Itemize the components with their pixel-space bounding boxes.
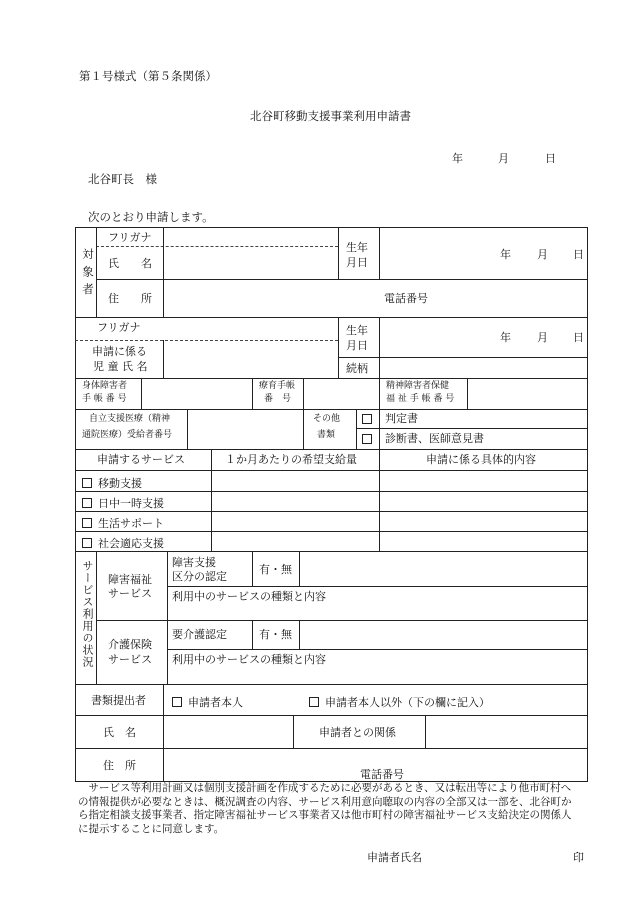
service-item-mobility[interactable]: 移動支援 — [82, 475, 142, 491]
usage-label: サービス利用の状況 — [81, 560, 94, 668]
welfare-service-label-1: 障害福祉 — [108, 573, 152, 586]
medical-cert-label-2: 通院医療）受給者番号 — [82, 430, 173, 440]
child-birth-year: 年 — [500, 331, 511, 344]
submitter-phone-label: 電話番号 — [360, 768, 404, 781]
service-item-social[interactable]: 社会適応支援 — [82, 535, 164, 551]
care-content-label: 利用中のサービスの種類と内容 — [172, 653, 326, 666]
subject-birth-label-2: 月日 — [346, 256, 368, 269]
subject-birth-month: 月 — [537, 248, 548, 261]
date-day-label: 日 — [545, 152, 556, 165]
other-docs-label-2: 書類 — [317, 430, 336, 440]
care-cert-label: 要介護認定 — [172, 628, 227, 641]
service-item-daytime[interactable]: 日中一時支援 — [82, 495, 164, 511]
submitter-other-option[interactable]: 申請者本人以外（下の欄に記入） — [309, 694, 490, 710]
seal-label: 印 — [573, 851, 584, 864]
physical-handbook-label-2: 手 帳 番 号 — [82, 394, 127, 404]
medical-cert-label-1: 自立支援医療（精神 — [89, 414, 171, 424]
service-col-header: 申請するサービス — [97, 453, 185, 466]
child-name-label-2: 児 童 氏 名 — [93, 360, 148, 373]
subject-label: 対象者 — [81, 248, 95, 301]
signer-label: 申請者氏名 — [367, 851, 422, 864]
page-title: 北谷町移動支援事業利用申請書 — [250, 109, 411, 123]
ryoiku-handbook-label-1: 療育手帳 — [259, 381, 296, 391]
care-service-label-1: 介護保険 — [108, 638, 152, 651]
intro-text: 次のとおり申請します。 — [88, 210, 214, 224]
welfare-cert-label-2: 区分の認定 — [172, 570, 227, 583]
welfare-cert-label-1: 障害支援 — [172, 556, 216, 569]
doc1-checkbox[interactable] — [362, 413, 378, 426]
doc2-label: 診断書、医師意見書 — [385, 432, 484, 445]
submitter-name-label: 氏 名 — [103, 726, 136, 739]
welfare-yesno[interactable]: 有・無 — [259, 563, 292, 576]
welfare-service-label-2: サービス — [108, 587, 152, 600]
child-birth-label-1: 生年 — [346, 324, 368, 337]
care-service-label-2: サービス — [108, 653, 152, 666]
ryoiku-handbook-label-2: 番 号 — [264, 394, 292, 404]
doc2-checkbox[interactable] — [362, 433, 378, 446]
service-item-life-support[interactable]: 生活サポート — [82, 515, 164, 531]
welfare-content-label: 利用中のサービスの種類と内容 — [172, 590, 326, 603]
care-yesno[interactable]: 有・無 — [259, 628, 292, 641]
submitter-other-checkbox[interactable] — [309, 697, 319, 707]
child-birth-day: 日 — [573, 331, 584, 344]
subject-name-label: 氏 名 — [108, 257, 152, 270]
submitter-self-checkbox[interactable] — [172, 697, 182, 707]
child-relation-label: 続柄 — [346, 362, 368, 375]
date-month-label: 月 — [498, 152, 509, 165]
subject-furigana-label: フリガナ — [108, 231, 152, 244]
physical-handbook-label-1: 身体障害者 — [82, 381, 128, 391]
child-name-label-1: 申請に係る — [92, 345, 147, 358]
mental-handbook-label-2: 福 祉 手 帳 番 号 — [386, 394, 455, 404]
submitter-relation-label: 申請者との関係 — [319, 726, 396, 739]
doc1-label: 判定書 — [385, 412, 418, 425]
subject-birth-label-1: 生年 — [346, 241, 368, 254]
subject-address-label: 住 所 — [108, 292, 152, 305]
submitter-address-label: 住 所 — [103, 759, 136, 772]
submitter-label: 書類提出者 — [91, 694, 146, 707]
other-docs-label-1: その他 — [313, 414, 341, 424]
date-year-label: 年 — [452, 152, 463, 165]
detail-col-header: 申請に係る具体的内容 — [426, 453, 536, 466]
life-support-checkbox[interactable] — [82, 518, 92, 528]
mobility-checkbox[interactable] — [82, 478, 92, 488]
social-checkbox[interactable] — [82, 538, 92, 548]
daytime-checkbox[interactable] — [82, 498, 92, 508]
mental-handbook-label-1: 精神障害者保健 — [386, 381, 450, 391]
amount-col-header: １か月あたりの希望支給量 — [225, 453, 357, 466]
subject-phone-label: 電話番号 — [384, 292, 428, 305]
child-birth-month: 月 — [537, 331, 548, 344]
consent-text: サービス等利用計画又は個別支援計画を作成するために必要があるとき、又は転出等により他市町村への情報提供が必要なときは、概況調査の内容、サービス利用意向聴取の内容の全部又は一部を、北谷町から指定相談支援事業者、指定障害福祉サービス事業者又は他市町村の障害福祉サービス支給決定の関係人に提示することに同意します。 — [78, 782, 572, 835]
form-number: 第１号様式（第５条関係） — [79, 69, 217, 83]
child-furigana-label: フリガナ — [97, 321, 141, 334]
child-birth-label-2: 月日 — [346, 339, 368, 352]
subject-birth-year: 年 — [500, 248, 511, 261]
addressee: 北谷町長 様 — [88, 172, 157, 186]
subject-birth-day: 日 — [573, 248, 584, 261]
submitter-self-option[interactable]: 申請者本人 — [172, 694, 243, 710]
